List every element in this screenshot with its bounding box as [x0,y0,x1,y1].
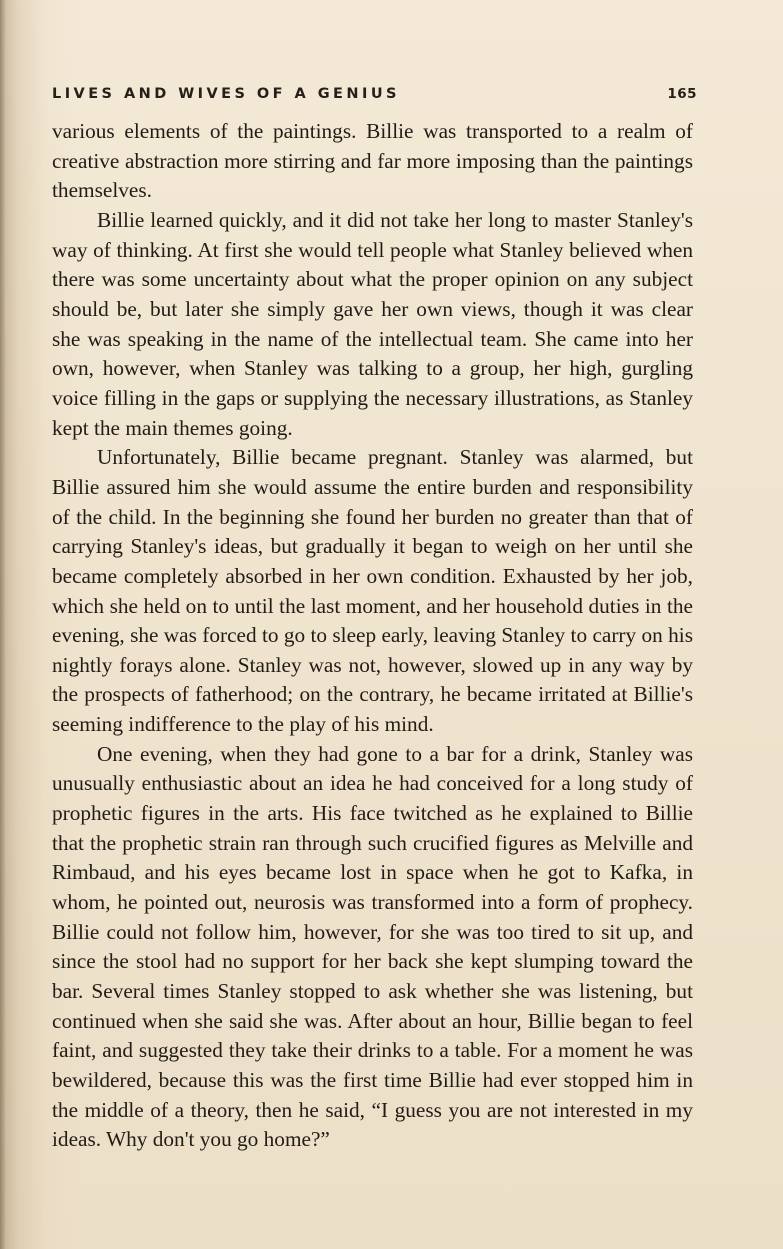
running-head [52,84,697,108]
body-text [52,117,693,1155]
page-binding-shadow [0,0,6,1249]
paragraph: One evening, when they had gone to a bar for a drink, Stanley was unusually enthusiastic about an idea he had conceived for a long study of prophetic figures in the arts. His face twitched as he explained to Billie that the prophetic strain ran through such crucified figures as Melville and Rimbaud, and his eyes became lost in space when he got to Kafka, in whom, he pointed out, neurosis was transformed into a form of prophecy. Billie could not follow him, however, for she was too tired to sit up, and since the stool had no support for her back she kept slumping toward the bar. Several times Stanley stopped to ask whether she was listening, but continued when she said she was. After about an hour, Billie began to feel faint, and suggested they take their drinks to a table. For a moment he was bewildered, because this was the first time Billie had ever stopped him in the middle of a theory, then he said, “I guess you are not interested in my ideas. Why don't you go home?” [52,741,693,1152]
paragraph-continued: various elements of the paintings. Billie was transported to a realm of creative abstraction more stirring and far more imposing than the paintings themselves. [52,119,693,203]
paragraph: Billie learned quickly, and it did not take her long to master Stanley's way of thinking. At first she would tell people what Stanley believed when there was some uncertainty about what the proper opinion on any subject should be, but later she simply gave her own views, though it was clear she was speaking in the name of the intellectual team. She came into her own, however, when Stanley was talking to a group, her high, gurgling voice filling in the gaps or supplying the necessary illustrations, as Stanley kept the main themes going. [52,207,693,440]
running-title: LIVES AND WIVES OF A GENIUS [52,86,400,102]
page-number: 165 [667,86,697,102]
paragraph: Unfortunately, Billie became pregnant. Stanley was alarmed, but Billie assured him she would assume the entire burden and responsibility of the child. In the beginning she found her burden no greater than that of carrying Stanley's ideas, but gradually it began to weigh on her until she became completely absorbed in her own condition. Exhausted by her job, which she held on to until the last moment, and her household duties in the evening, she was forced to go to sleep early, leaving Stanley to carry on his nightly forays alone. Stanley was not, however, slowed up in any way by the prospects of fatherhood; on the contrary, he became irritated at Billie's seeming indifference to the play of his mind. [52,445,693,737]
